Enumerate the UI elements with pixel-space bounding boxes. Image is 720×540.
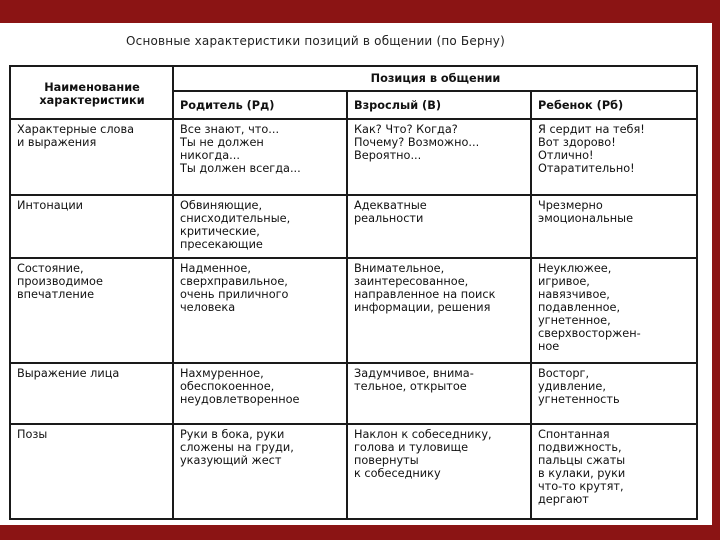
table-row [10, 363, 697, 424]
header-child: Ребенок (Рб) [531, 91, 697, 120]
row-adult-cell: Задумчивое, внима- тельное, открытое [347, 363, 531, 424]
row-child-cell: Восторг, удивление, угнетенность [531, 363, 697, 424]
row-parent-cell: Руки в бока, руки сложены на груди, указующий жест [173, 424, 347, 519]
row-name: Выражение лица [10, 363, 173, 424]
header-position: Позиция в общении [173, 66, 697, 91]
table-row [10, 424, 697, 519]
positions-table [9, 65, 698, 520]
row-name: Состояние, производимое впечатление [10, 258, 173, 362]
row-child-cell: Я сердит на тебя! Вот здорово! Отлично! Отаратительно! [531, 119, 697, 195]
table-row [10, 119, 697, 195]
row-adult-cell: Наклон к собеседнику, голова и туловище повернуты к собеседнику [347, 424, 531, 519]
row-name: Позы [10, 424, 173, 519]
row-adult-cell: Внимательное, заинтересованное, направленное на поиск информации, решения [347, 258, 531, 362]
header-adult: Взрослый (В) [347, 91, 531, 120]
table-row [10, 195, 697, 258]
document-title: Основные характеристики позиций в общении (по Берну) [126, 34, 505, 48]
slide [0, 23, 712, 525]
row-adult-cell: Как? Что? Когда? Почему? Возможно... Вероятно... [347, 119, 531, 195]
row-child-cell: Спонтанная подвижность, пальцы сжаты в кулаки, руки что-то крутят, дергают [531, 424, 697, 519]
table-row [10, 258, 697, 362]
row-child-cell: Чрезмерно эмоциональные [531, 195, 697, 258]
header-row-1 [10, 66, 697, 91]
row-parent-cell: Нахмуренное, обеспокоенное, неудовлетворенное [173, 363, 347, 424]
row-name: Характерные слова и выражения [10, 119, 173, 195]
row-parent-cell: Обвиняющие, снисходительные, критические, пресекающие [173, 195, 347, 258]
row-child-cell: Неуклюжее, игривое, навязчивое, подавленное, угнетенное, сверхвосторжен- ное [531, 258, 697, 362]
header-parent: Родитель (Рд) [173, 91, 347, 120]
row-adult-cell: Адекватные реальности [347, 195, 531, 258]
row-parent-cell: Надменное, сверхправильное, очень приличного человека [173, 258, 347, 362]
row-parent-cell: Все знают, что... Ты не должен никогда... Ты должен всегда... [173, 119, 347, 195]
row-name: Интонации [10, 195, 173, 258]
header-characteristic-name: Наименование характеристики [10, 66, 173, 119]
